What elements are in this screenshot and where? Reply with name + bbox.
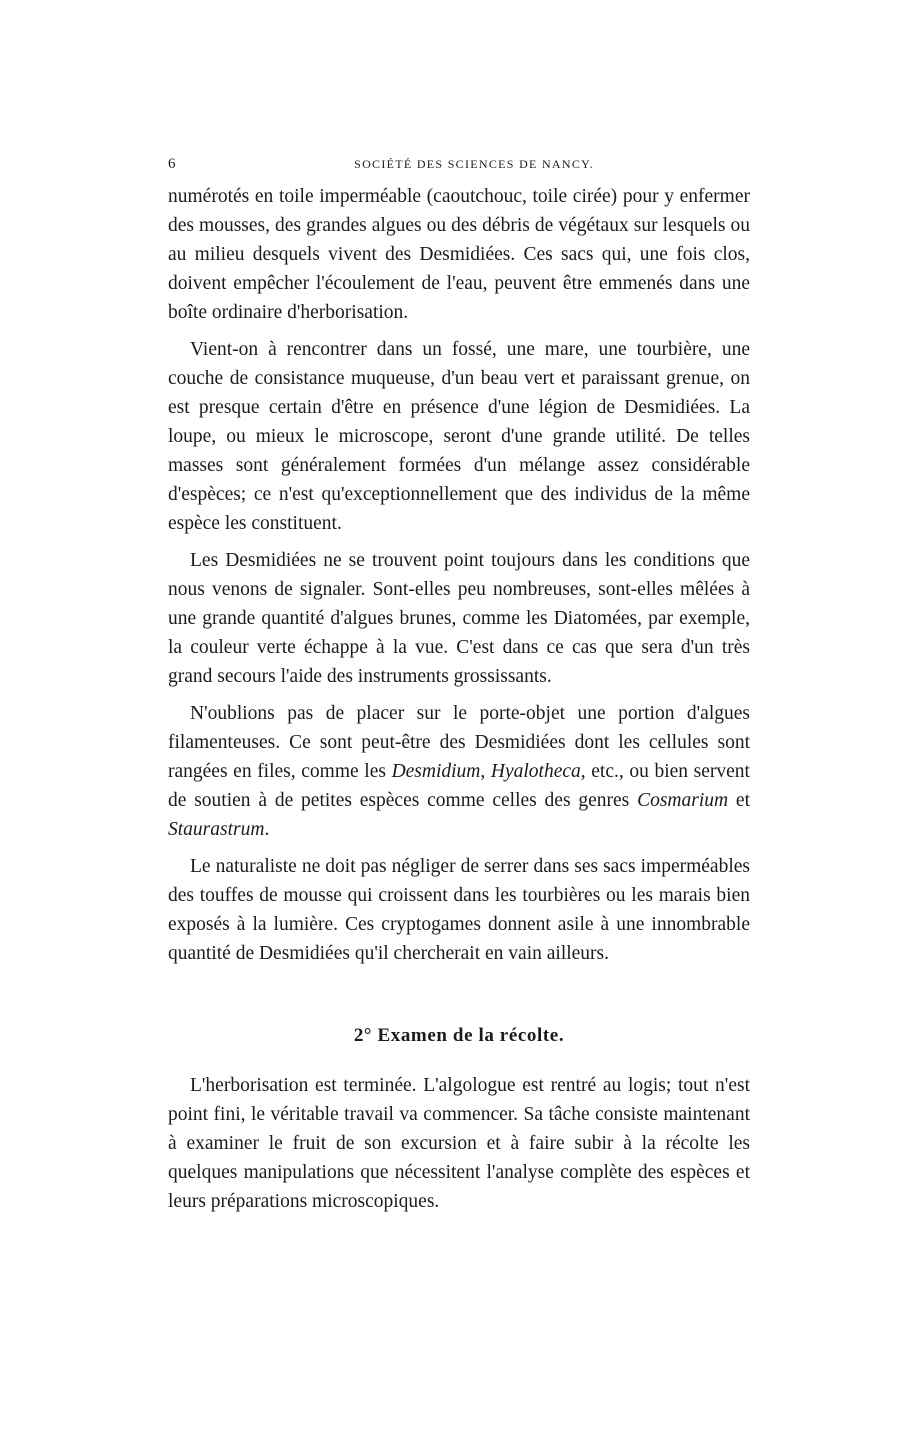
paragraph: Les Desmidiées ne se trouvent point toujours dans les conditions que nous venons de signaler. Sont-elles peu nombreuses, sont-elles mêlées à une grande quantité d'algues brunes, comme les Diatomées, par exemple, la couleur verte échappe à la vue. C'est dans ce cas que sera d'un très grand secours l'aide des instruments grossissants. [168, 550, 750, 687]
text-span: N'oublions pas de placer sur le porte-objet une portion d'algues filamenteuses. Ce sont peut-être des Desmidiées dont les cellules sont rangées en files, comme les [168, 703, 750, 782]
section-heading: 2° Examen de la récolte. [353, 1025, 565, 1046]
text-span: etc., ou bien servent de soutien à de petites espèces comme celles des genres [168, 761, 750, 811]
paragraph: Vient-on à rencontrer dans un fossé, une mare, une tourbière, une couche de consistance muqueuse, d'un beau vert et paraissant grenue, on est presque certain d'être en présence d'une légion de Desmidiées. La loupe, ou mieux le microscope, seront d'une grande utilité. De telles masses sont généralement formées d'un mélange assez considérable d'espèces; ce n'est qu'exceptionnellement que des individus de la même espèce les constituent. [168, 339, 750, 534]
running-title: SOCIÉTÉ DES SCIENCES DE NANCY. [354, 157, 594, 171]
paragraph: Le naturaliste ne doit pas négliger de serrer dans ses sacs imperméables des touffes de mousse qui croissent dans les tourbières ou les marais bien exposés à la lumière. Ces cryptogames donnent asile à une innombrable quantité de Desmidiées qu'il chercherait en vain ailleurs. [168, 856, 750, 964]
body-text [168, 182, 750, 976]
running-head [168, 152, 750, 176]
text-span: et [728, 790, 750, 811]
paragraph-genera [168, 699, 750, 844]
section-body-text [168, 1071, 750, 1224]
genus-names: Desmidium, Hyalotheca, [391, 761, 586, 782]
genus-name: Cosmarium [637, 790, 729, 811]
paragraph-continued: numérotés en toile imperméable (caoutchouc, toile cirée) pour y enfermer des mousses, des grandes algues ou des débris de végétaux sur lesquels ou au milieu desquels vivent des Desmidiées. Ces sacs qui, une fois clos, doivent empêcher l'écoulement de l'eau, peuvent être emmenés dans une boîte ordinaire d'herborisation. [168, 186, 750, 323]
paragraph: L'herborisation est terminée. L'algologue est rentré au logis; tout n'est point fini, le véritable travail va commencer. Sa tâche consiste maintenant à examiner le fruit de son excursion et à faire subir à la récolte les quelques manipulations que nécessitent l'analyse complète des espèces et leurs préparations microscopiques. [168, 1075, 750, 1212]
page-number: 6 [168, 156, 176, 172]
text-span: . [264, 819, 270, 840]
genus-name: Staurastrum [168, 819, 265, 840]
